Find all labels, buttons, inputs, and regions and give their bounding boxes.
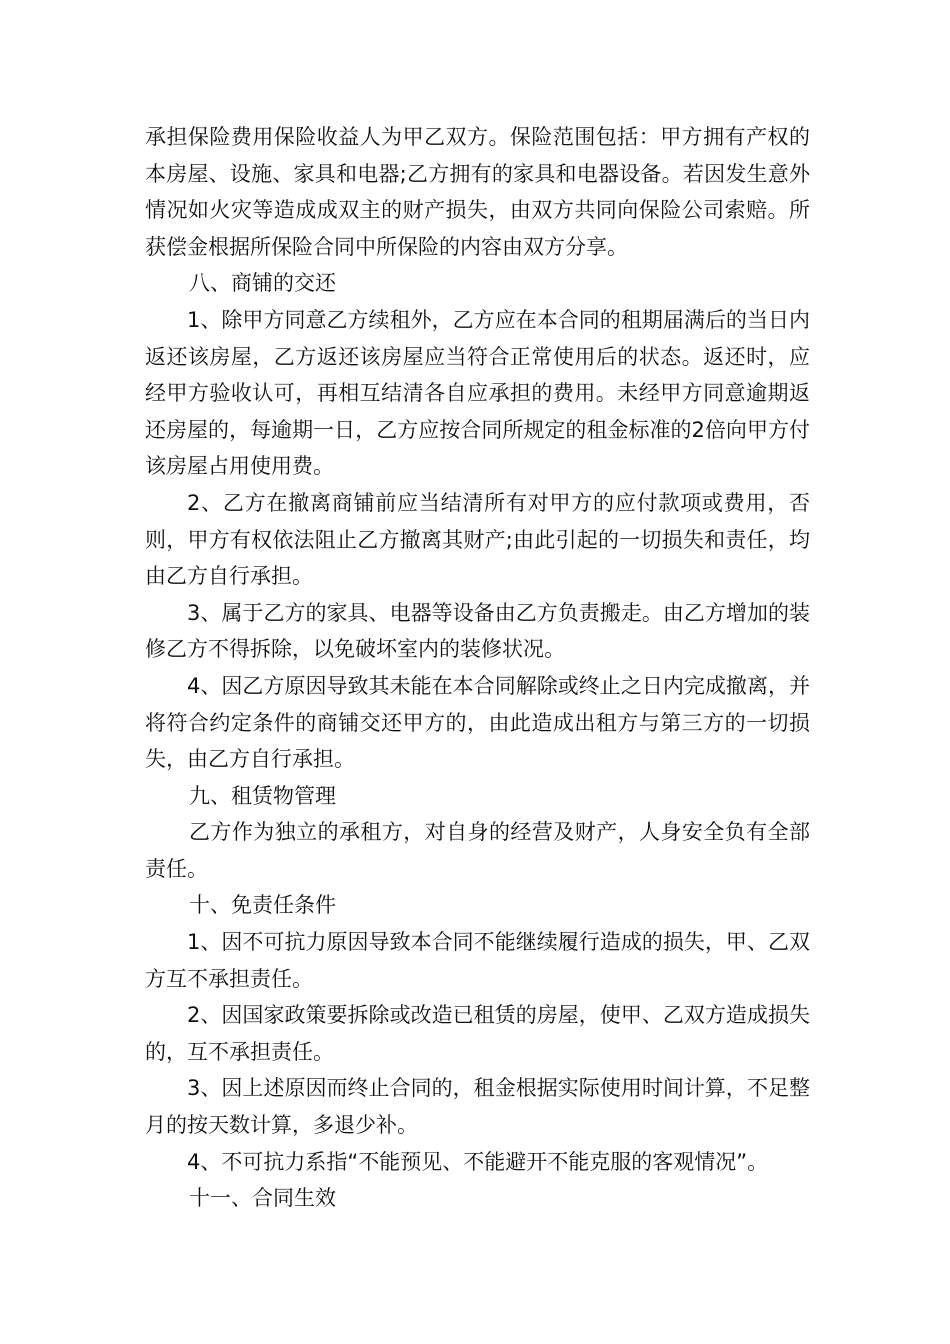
section-heading-11: 十一、合同生效 [189,1186,336,1211]
paragraph-9: 乙方作为独立的承租方，对自身的经营及财产，人身安全负有全部责任。 [145,820,810,881]
paragraph-8-2: 2、乙方在撤离商铺前应当结清所有对甲方的应付款项或费用，否则，甲方有权依法阻止乙方撤离其财产;由此引起的一切损失和责任，均由乙方自行承担。 [145,490,810,589]
paragraph-10-1: 1、因不可抗力原因导致本合同不能继续履行造成的损失，甲、乙双方互不承担责任。 [145,930,810,991]
paragraph-insurance: 承担保险费用保险收益人为甲乙双方。保险范围包括：甲方拥有产权的本房屋、设施、家具和电器;乙方拥有的家具和电器设备。若因发生意外情况如火灾等造成成双主的财产损失，由双方共同向保险公司索赔。所获偿金根据所保险合同中所保险的内容由双方分享。 [145,125,810,259]
section-heading-8: 八、商铺的交还 [189,271,336,296]
section-heading-10: 十、免责任条件 [189,893,336,918]
paragraph-8-3: 3、属于乙方的家具、电器等设备由乙方负责搬走。由乙方增加的装修乙方不得拆除，以免破坏室内的装修状况。 [145,600,810,662]
paragraph-10-4: 4、不可抗力系指“不能预见、不能避开不能克服的客观情况”。 [187,1149,769,1174]
paragraph-8-1: 1、除甲方同意乙方续租外，乙方应在本合同的租期届满后的当日内返还该房屋，乙方返还该房屋应当符合正常使用后的状态。返还时，应经甲方验收认可，再相互结清各自应承担的费用。未经甲方同意逾期返还房屋的，每逾期一日，乙方应按合同所规定的租金标准的2倍向甲方付该房屋占用使用费。 [145,307,810,479]
paragraph-10-3: 3、因上述原因而终止合同的，租金根据实际使用时间计算，不足整月的按天数计算，多退少补。 [145,1076,810,1138]
paragraph-8-4: 4、因乙方原因导致其未能在本合同解除或终止之日内完成撤离，并将符合约定条件的商铺交还甲方的，由此造成出租方与第三方的一切损失，由乙方自行承担。 [145,673,810,772]
document-page [145,119,810,1217]
paragraph-10-2: 2、因国家政策要拆除或改造已租赁的房屋，使甲、乙双方造成损失的，互不承担责任。 [145,1003,810,1064]
section-heading-9: 九、租赁物管理 [189,783,336,808]
